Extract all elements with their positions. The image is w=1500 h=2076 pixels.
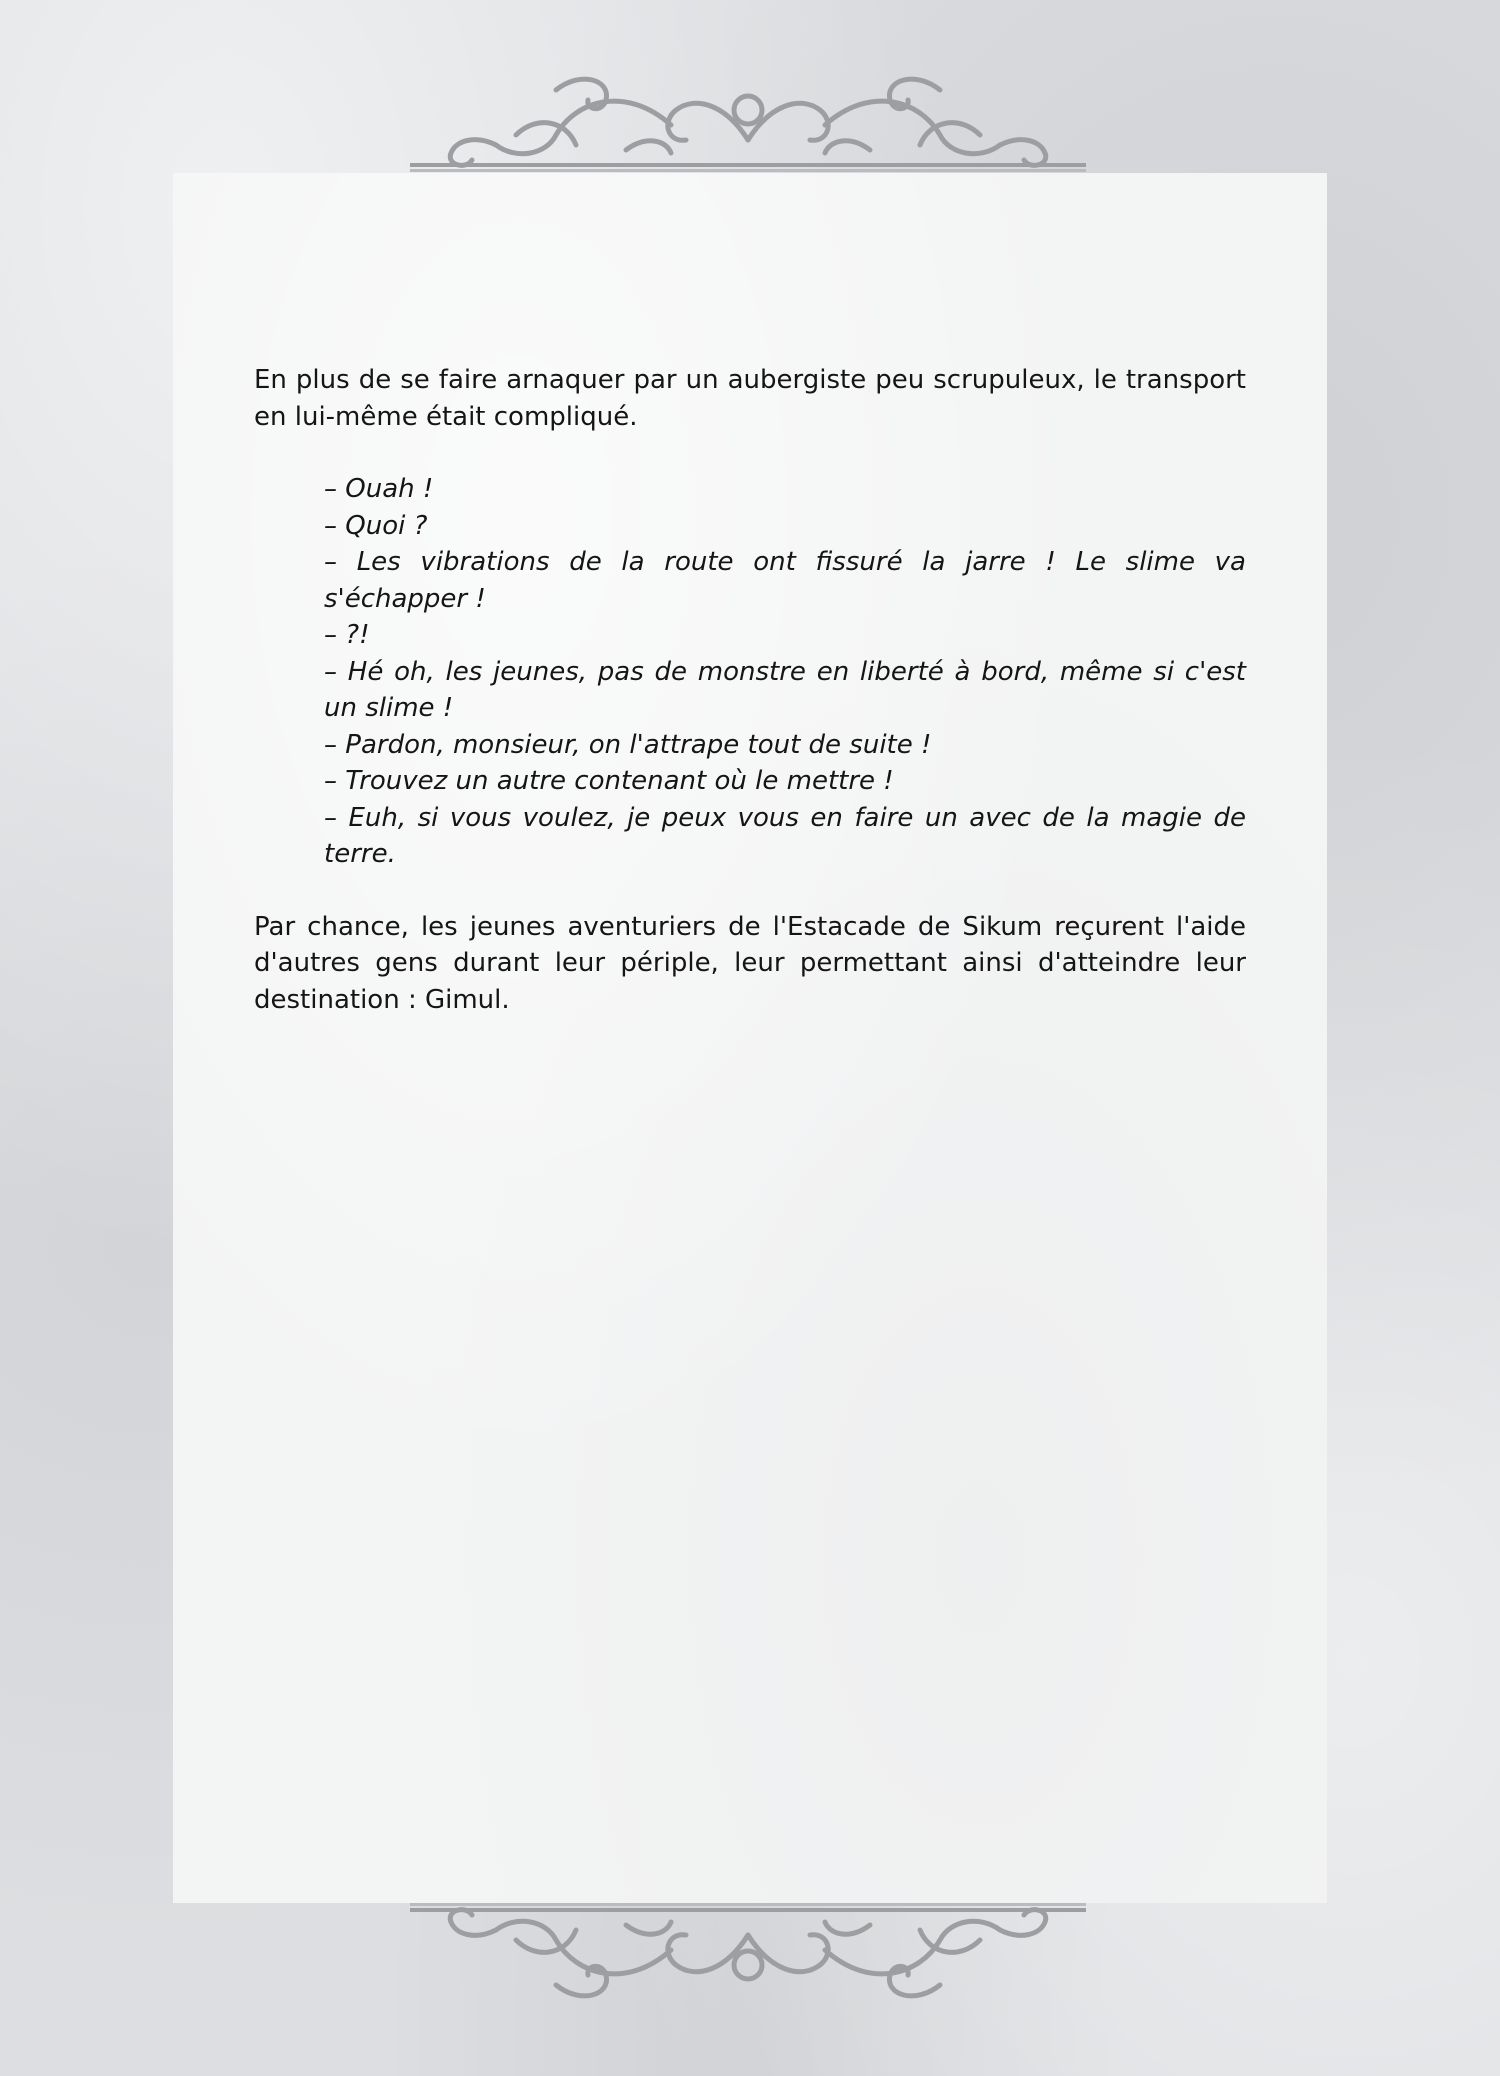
dialogue-line: – Euh, si vous voulez, je peux vous en faire un avec de la magie de terre. [324,802,1246,869]
dialogue-line: – Hé oh, les jeunes, pas de monstre en liberté à bord, même si c'est un slime ! [324,656,1246,723]
dialogue-line: – ?! [324,620,370,650]
dialogue-line: – Pardon, monsieur, on l'attrape tout de suite ! [324,729,932,760]
dialogue-line: – Les vibrations de la route ont fissuré la jarre ! Le slime va s'échapper ! [324,547,1246,614]
dialogue-line: – Quoi ? [324,510,428,541]
closing-paragraph: Par chance, les jeunes aventuriers de l'Estacade de Sikum reçurent l'aide d'autres gens durant leur périple, leur permettant ainsi d'atteindre leur destination : Gimul. [254,911,1246,1015]
dialogue-line: – Ouah ! [324,474,434,504]
dialogue-line: – Trouvez un autre contenant où le mettre ! [324,766,894,796]
scroll-ornament-top-icon [406,65,1090,175]
document-body [254,362,1246,1018]
scroll-ornament-bottom-icon [406,1900,1090,2010]
dialogue-list [324,471,1246,873]
intro-paragraph: En plus de se faire arnaquer par un aubergiste peu scrupuleux, le transport en lui-même était compliqué. [254,365,1246,432]
